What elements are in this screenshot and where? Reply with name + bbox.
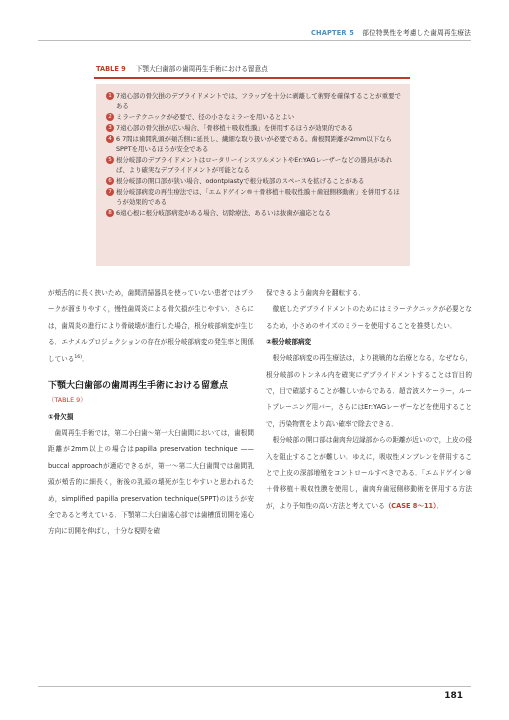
table-item — [106, 176, 402, 186]
page-number: 181 — [444, 691, 463, 701]
paragraph-text: ． — [436, 501, 444, 510]
table-item-text: 6 7間は歯間乳頭が頬舌側に延長し、繊細な取り扱いが必要である。歯根間距離が2mm以下ならSPPTを用いるほうが安全である — [116, 135, 392, 153]
table-caption — [96, 63, 268, 73]
table-box — [96, 84, 410, 266]
item-number-badge: 2 — [106, 113, 114, 121]
table-title: 下顎大臼歯部の歯周再生手術における留意点 — [135, 65, 268, 73]
item-number-badge: 8 — [106, 209, 114, 217]
paragraph-text: 根分岐部の開口部は歯肉弁辺縁部からの距離が近いので，上皮の侵入を阻止することが難しい．ゆえに，吸収性メンブレンを併用することで上皮の深部増殖をコントロールすべきである．「エムドゲイン®＋骨移植＋吸収性膜を使用し，歯肉弁歯冠側移動術を併用する方法が，より予知性の高い方法と考えている — [266, 436, 472, 510]
table-item — [106, 123, 402, 133]
paragraph — [48, 285, 254, 367]
chapter-title: 部位特異性を考慮した歯周再生療法 — [362, 29, 471, 37]
paragraph: 根分岐部病変の再生療法は，より挑戦的な治療となる，なぜなら，根分岐部のトンネル内を確実にデブライドメントすることは盲目的で，目で確認することが難しいからである．超音波スケーラー，ルートプレーニング用バー，さらにはEr:YAGレーザーなどを使用することで，汚染物質をより高い確率で除去できる． — [266, 354, 472, 428]
table-item — [106, 134, 402, 154]
table-item-text: 根分岐部病変の再生療法では、「エムドゲイン®＋骨移植＋吸収性膜＋歯冠側移動術」を併用するほうが効果的である — [116, 188, 400, 206]
item-number-badge: 5 — [106, 156, 114, 164]
table-item-text: 7遠心部の骨欠損が広い場合、「骨移植＋吸収性膜」を併用するほうが効果的である — [116, 124, 354, 132]
right-column — [266, 285, 472, 514]
table-item — [106, 187, 402, 207]
table-item — [106, 91, 402, 111]
table-top-rule — [94, 77, 410, 79]
citation-ref: 16) — [74, 354, 83, 360]
paragraph — [266, 432, 472, 514]
item-number-badge: 7 — [106, 188, 114, 196]
paragraph: 徹底したデブライドメントのためにはミラーテクニックが必要となるため，小さめのサイズのミラーを使用することを推奨したい． — [266, 305, 472, 330]
left-column — [48, 285, 254, 540]
running-header — [311, 27, 471, 37]
table-item-text: 根分岐部のデブライドメントはロータリーインスツルメントやEr:YAGレーザーなどの器具があれば、より確実なデブライドメントが可能となる — [116, 156, 393, 174]
case-reference: （CASE 8～11） — [384, 501, 437, 510]
table-item — [106, 155, 402, 175]
table-item — [106, 112, 402, 122]
paragraph: 保できるよう歯肉弁を翻転する． — [266, 289, 365, 297]
table-item-text: 7遠心部の骨欠損のデブライドメントでは、フラップを十分に剥離して術野を確保することが重要である — [116, 92, 401, 110]
paragraph: 歯周再生手術では，第二小臼歯～第一大臼歯間においては，歯根間距離が2mm以上の場合はpapilla preservation technique —— buccal approachが適応できるが，第一～第二大臼歯間では歯間乳頭が頬舌的に細長く，術後の乳頭の壊死が生じやすいと思われるため，simplified papilla preservation technique(SPPT)のほうが安全であると考えている．下顎第二大臼歯遠心部では歯槽頂切開を遠心方向に切開を伸ばし，十分な視野を確 — [48, 429, 254, 536]
item-number-badge: 4 — [106, 135, 114, 143]
table-reference: （TABLE 9） — [48, 396, 87, 405]
subheading-bone-defect: ①骨欠損 — [48, 413, 74, 422]
paragraph-text: が頬舌的に長く挟いため，歯間清掃器具を使っていない患者ではプラークが溜まりやすく，慢性歯周炎による骨欠損が生じやすい．さらには，歯周炎の進行により骨破壊が進行した場合，根分岐部病変が生じる．エナメルプロジェクションの存在が根分岐部病変の発生率と関係している — [48, 289, 254, 363]
subheading-furcation: ②根分岐部病変 — [266, 338, 312, 347]
paragraph-text: ． — [82, 354, 89, 363]
section-heading: 下顎大臼歯部の歯周再生手術における留意点 — [48, 381, 229, 392]
table-item-text: 6遠心根に根分岐部病変がある場合、切除療法、あるいは抜歯が適応となる — [116, 209, 331, 217]
chapter-label: CHAPTER 5 — [310, 29, 354, 37]
footer-divider — [38, 686, 471, 687]
item-number-badge: 6 — [106, 177, 114, 185]
item-number-badge: 1 — [106, 92, 114, 100]
header-divider — [38, 40, 471, 41]
table-label: TABLE 9 — [96, 65, 126, 73]
item-number-badge: 3 — [106, 124, 114, 132]
table-item — [106, 208, 402, 218]
table-item-text: 根分岐部の開口部が狭い場合、odontplastyで根分岐部のスペースを拡げることがある — [116, 177, 365, 185]
table-item-text: ミラーテクニックが必要で、径の小さなミラーを用いるとよい — [116, 113, 295, 121]
